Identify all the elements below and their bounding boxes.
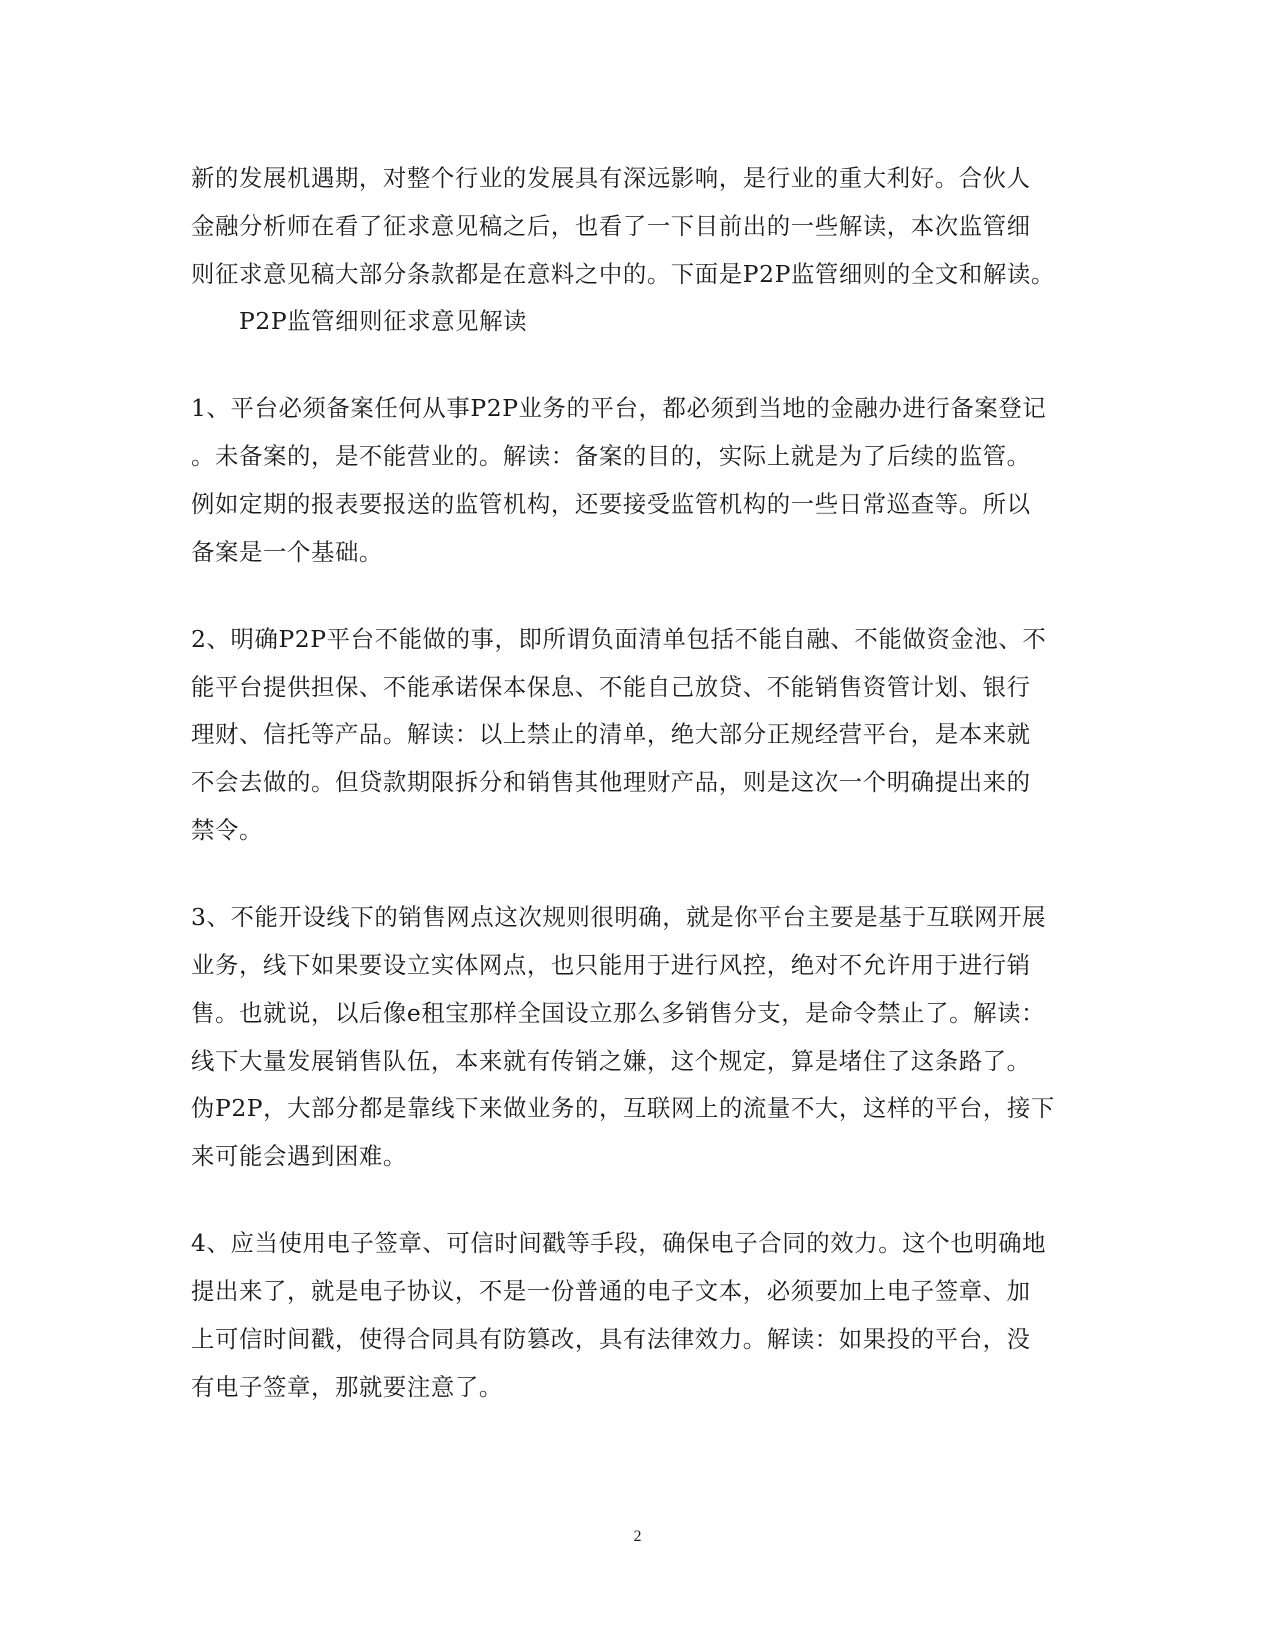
paragraph-3-line: 售。也就说，以后像e租宝那样全国设立那么多销售分支，是命令禁止了。解读： bbox=[191, 999, 1046, 1027]
paragraph-4-line: 上可信时间戳，使得合同具有防篡改，具有法律效力。解读：如果投的平台，没 bbox=[191, 1325, 1031, 1353]
page-number: 2 bbox=[633, 1528, 642, 1545]
paragraph-1-line: 备案是一个基础。 bbox=[191, 538, 383, 566]
paragraph-1-line: 。未备案的，是不能营业的。解读：备案的目的，实际上就是为了后续的监管。 bbox=[191, 442, 1031, 470]
paragraph-1-line: 例如定期的报表要报送的监管机构，还要接受监管机构的一些日常巡查等。所以 bbox=[191, 490, 1031, 518]
paragraph-2-line: 不会去做的。但贷款期限拆分和销售其他理财产品，则是这次一个明确提出来的 bbox=[191, 768, 1031, 796]
paragraph-4-line: 有电子签章，那就要注意了。 bbox=[191, 1373, 503, 1401]
body-text-line: 金融分析师在看了征求意见稿之后，也看了一下目前出的一些解读，本次监管细 bbox=[191, 212, 1031, 240]
body-text-line: 则征求意见稿大部分条款都是在意料之中的。下面是P2P监管细则的全文和解读。 bbox=[191, 260, 1055, 288]
section-heading: P2P监管细则征求意见解读 bbox=[239, 307, 528, 335]
paragraph-2-line: 2、明确P2P平台不能做的事，即所谓负面清单包括不能自融、不能做资金池、不 bbox=[191, 625, 1047, 653]
paragraph-3-line: 伪P2P，大部分都是靠线下来做业务的，互联网上的流量不大，这样的平台，接下 bbox=[191, 1094, 1055, 1122]
paragraph-3-line: 线下大量发展销售队伍，本来就有传销之嫌，这个规定，算是堵住了这条路了。 bbox=[191, 1047, 1031, 1075]
body-text-line: 新的发展机遇期，对整个行业的发展具有深远影响，是行业的重大利好。合伙人 bbox=[191, 164, 1031, 192]
paragraph-2-line: 能平台提供担保、不能承诺保本保息、不能自己放贷、不能销售资管计划、银行 bbox=[191, 673, 1031, 701]
paragraph-4-line: 4、应当使用电子签章、可信时间戳等手段，确保电子合同的效力。这个也明确地 bbox=[191, 1229, 1047, 1257]
paragraph-1-line: 1、平台必须备案任何从事P2P业务的平台，都必须到当地的金融办进行备案登记 bbox=[191, 394, 1047, 422]
paragraph-4-line: 提出来了，就是电子协议，不是一份普通的电子文本，必须要加上电子签章、加 bbox=[191, 1277, 1031, 1305]
paragraph-3-line: 业务，线下如果要设立实体网点，也只能用于进行风控，绝对不允许用于进行销 bbox=[191, 951, 1031, 979]
paragraph-2-line: 禁令。 bbox=[191, 816, 263, 844]
paragraph-3-line: 来可能会遇到困难。 bbox=[191, 1142, 407, 1170]
paragraph-2-line: 理财、信托等产品。解读：以上禁止的清单，绝大部分正规经营平台，是本来就 bbox=[191, 720, 1031, 748]
paragraph-3-line: 3、不能开设线下的销售网点这次规则很明确，就是你平台主要是基于互联网开展 bbox=[191, 903, 1047, 931]
